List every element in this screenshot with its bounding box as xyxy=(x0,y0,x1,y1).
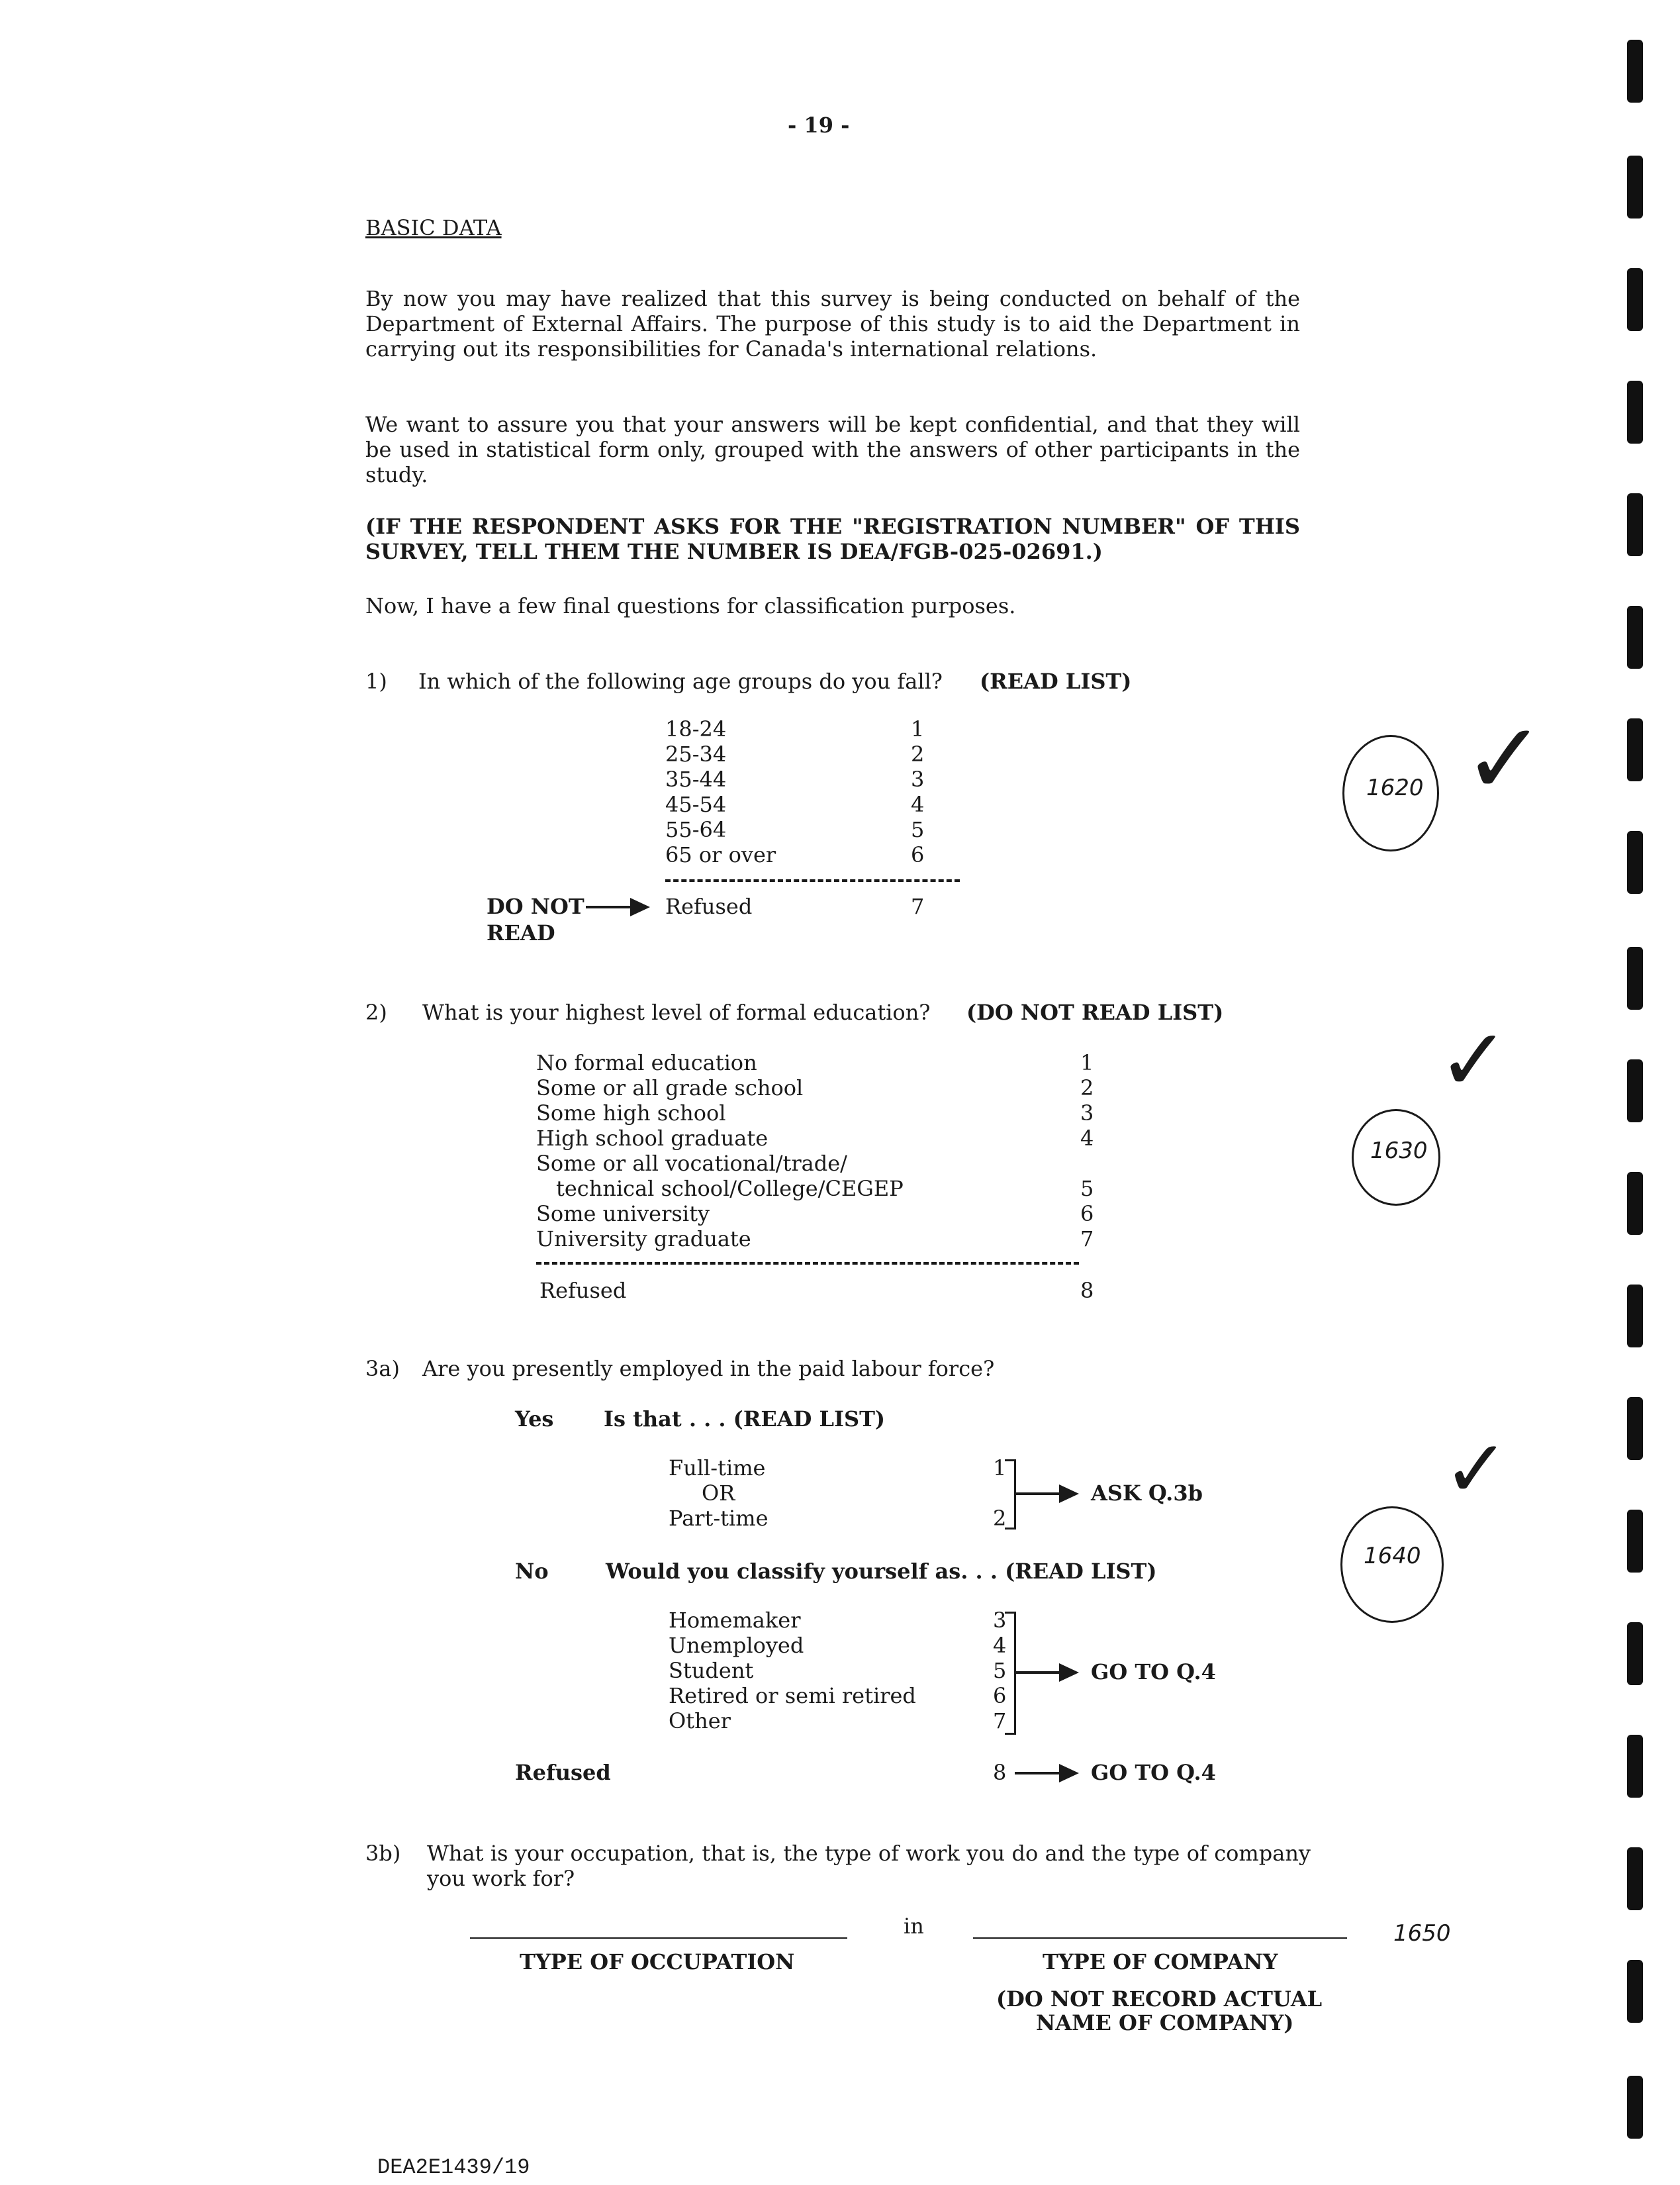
binder-mark xyxy=(1627,2076,1643,2139)
binder-mark xyxy=(1627,1847,1643,1910)
intro-paragraph-1: By now you may have realized that this survey is being conducted on behalf of the Department of External Affairs. The purpose of this study is to aid the Department in carrying out its responsibilities for Canada's international relations. xyxy=(365,286,1300,362)
q2-option-code: 2 xyxy=(1080,1075,1094,1100)
company-label: TYPE OF COMPANY xyxy=(1043,1949,1278,1974)
q3a-refused-label: Refused xyxy=(515,1760,611,1785)
q3a-no-option: Student xyxy=(669,1658,754,1683)
handwritten-code-1650: 1650 xyxy=(1393,1920,1451,1947)
binder-mark xyxy=(1627,1622,1643,1685)
q3a-no-code: 5 xyxy=(993,1658,1007,1683)
q3a-refused-code: 8 xyxy=(993,1760,1007,1785)
q2-instruction: (DO NOT READ LIST) xyxy=(966,1000,1224,1025)
q1-option-code: 4 xyxy=(911,792,925,817)
q2-option-code: 5 xyxy=(1080,1176,1094,1201)
company-line xyxy=(973,1937,1347,1939)
q3b-number: 3b) xyxy=(365,1841,401,1866)
checkmark-icon: ✓ xyxy=(1463,702,1546,817)
q3a-text: Are you presently employed in the paid labour force? xyxy=(422,1356,995,1381)
q2-option-label: Some or all grade school xyxy=(536,1075,804,1100)
q3a-yes-option: Part-time xyxy=(669,1506,769,1531)
occupation-line xyxy=(470,1937,847,1939)
company-note: (DO NOT RECORD ACTUAL xyxy=(996,1986,1323,2012)
q3a-yes-label: Yes xyxy=(515,1406,554,1432)
checkmark-icon: ✓ xyxy=(1443,1424,1510,1516)
binder-mark xyxy=(1627,947,1643,1010)
q2-refused-code: 8 xyxy=(1080,1278,1094,1303)
q3a-no-label: No xyxy=(515,1559,549,1584)
q1-number: 1) xyxy=(365,669,387,694)
q2-option-label: No formal education xyxy=(536,1050,757,1075)
q1-option-label: 65 or over xyxy=(665,842,776,867)
intro-paragraph-2: We want to assure you that your answers will be kept confidential, and that they will be used in statistical form only, grouped with the answers of other participants in the study. xyxy=(365,412,1300,487)
q2-refused-label: Refused xyxy=(539,1278,627,1303)
q2-option-code: 4 xyxy=(1080,1126,1094,1151)
binder-mark xyxy=(1627,381,1643,444)
handwritten-code-1630: 1630 xyxy=(1370,1138,1428,1164)
footer-code: DEA2E1439/19 xyxy=(377,2155,530,2180)
q3a-yes-option: Full-time xyxy=(669,1455,766,1481)
q3a-no-code: 7 xyxy=(993,1708,1007,1733)
section-title: BASIC DATA xyxy=(365,215,502,240)
page-number: - 19 - xyxy=(788,113,850,138)
binder-mark xyxy=(1627,493,1643,556)
q1-divider xyxy=(665,879,960,882)
q2-option-label: Some university xyxy=(536,1201,710,1226)
q3a-no-goto: GO TO Q.4 xyxy=(1091,1659,1216,1684)
binder-mark xyxy=(1627,1735,1643,1798)
q1-text: In which of the following age groups do you fall? xyxy=(418,669,943,694)
q2-option-code: 3 xyxy=(1080,1100,1094,1126)
q3a-no-arrow-icon xyxy=(1059,1663,1079,1682)
q1-option-label: 55-64 xyxy=(665,817,727,842)
q3a-no-arrow-line xyxy=(1015,1671,1061,1674)
binder-mark xyxy=(1627,1059,1643,1122)
final-questions-intro: Now, I have a few final questions for classification purposes. xyxy=(365,593,1016,618)
q3a-number: 3a) xyxy=(365,1356,400,1381)
q3a-yes-arrow-line xyxy=(1015,1492,1061,1495)
checkmark-icon: ✓ xyxy=(1438,1010,1510,1110)
q2-number: 2) xyxy=(365,1000,387,1025)
binder-mark xyxy=(1627,40,1643,103)
binder-mark xyxy=(1627,1172,1643,1235)
q3a-refused-goto: GO TO Q.4 xyxy=(1091,1760,1216,1785)
q2-option-label: Some high school xyxy=(536,1100,726,1126)
binder-mark xyxy=(1627,1397,1643,1460)
q1-refused-code: 7 xyxy=(911,894,925,919)
q3a-no-prompt: Would you classify yourself as. . . (READ LIST) xyxy=(606,1559,1157,1584)
q3a-no-option: Retired or semi retired xyxy=(669,1683,916,1708)
q2-option-label: Some or all vocational/trade/ xyxy=(536,1151,847,1176)
registration-instruction: (IF THE RESPONDENT ASKS FOR THE "REGISTRATION NUMBER" OF THIS SURVEY, TELL THEM THE NUMBER IS DEA/FGB-025-02691.) xyxy=(365,514,1300,564)
q3b-text: What is your occupation, that is, the type of work you do and the type of company you work for? xyxy=(427,1841,1311,1891)
binder-mark xyxy=(1627,606,1643,669)
q1-arrow-line xyxy=(586,906,632,908)
q2-option-code: 1 xyxy=(1080,1050,1094,1075)
binder-mark xyxy=(1627,1510,1643,1573)
q3a-yes-code: 1 xyxy=(993,1455,1007,1481)
q1-option-label: 45-54 xyxy=(665,792,727,817)
q1-option-code: 5 xyxy=(911,817,925,842)
q3a-no-option: Homemaker xyxy=(669,1608,801,1633)
q2-text: What is your highest level of formal education? xyxy=(422,1000,931,1025)
binder-mark xyxy=(1627,831,1643,894)
q3a-no-code: 6 xyxy=(993,1683,1007,1708)
q1-option-label: 18-24 xyxy=(665,716,727,742)
binder-mark xyxy=(1627,718,1643,781)
q1-option-code: 1 xyxy=(911,716,925,742)
q2-option-code: 6 xyxy=(1080,1201,1094,1226)
q2-option-code: 7 xyxy=(1080,1226,1094,1251)
q1-do-not-read-2: READ xyxy=(487,920,555,946)
occupation-label: TYPE OF OCCUPATION xyxy=(520,1949,795,1974)
q3a-yes-arrow-icon xyxy=(1059,1484,1079,1503)
binder-mark xyxy=(1627,156,1643,218)
q3a-no-code: 4 xyxy=(993,1633,1007,1658)
q3a-no-option: Unemployed xyxy=(669,1633,804,1658)
q3a-yes-prompt: Is that . . . (READ LIST) xyxy=(604,1406,886,1432)
binder-mark xyxy=(1627,1960,1643,2023)
q1-option-code: 6 xyxy=(911,842,925,867)
q2-option-label: University graduate xyxy=(536,1226,751,1251)
q2-divider xyxy=(536,1262,1079,1265)
handwritten-code-1620: 1620 xyxy=(1366,775,1424,801)
q1-option-label: 35-44 xyxy=(665,767,727,792)
q1-instruction: (READ LIST) xyxy=(980,669,1132,694)
q1-option-code: 2 xyxy=(911,742,925,767)
q3a-yes-option: OR xyxy=(702,1481,735,1506)
q3b-in-label: in xyxy=(904,1914,924,1939)
q3a-refused-arrow-icon xyxy=(1059,1764,1079,1782)
q2-option-label: technical school/College/CEGEP xyxy=(556,1176,904,1201)
q2-option-label: High school graduate xyxy=(536,1126,769,1151)
q1-do-not-read: DO NOT xyxy=(487,894,584,919)
binder-mark xyxy=(1627,1285,1643,1347)
company-note-2: NAME OF COMPANY) xyxy=(1036,2010,1294,2035)
q1-arrow-icon xyxy=(630,898,650,916)
q3a-refused-arrow-line xyxy=(1015,1772,1061,1774)
q1-option-label: 25-34 xyxy=(665,742,727,767)
q3a-yes-goto: ASK Q.3b xyxy=(1091,1481,1203,1506)
q1-refused-label: Refused xyxy=(665,894,753,919)
q3a-no-code: 3 xyxy=(993,1608,1007,1633)
q1-option-code: 3 xyxy=(911,767,925,792)
q3a-yes-code: 2 xyxy=(993,1506,1007,1531)
binder-mark xyxy=(1627,268,1643,331)
handwritten-code-1640: 1640 xyxy=(1364,1543,1421,1569)
q3a-no-option: Other xyxy=(669,1708,731,1733)
